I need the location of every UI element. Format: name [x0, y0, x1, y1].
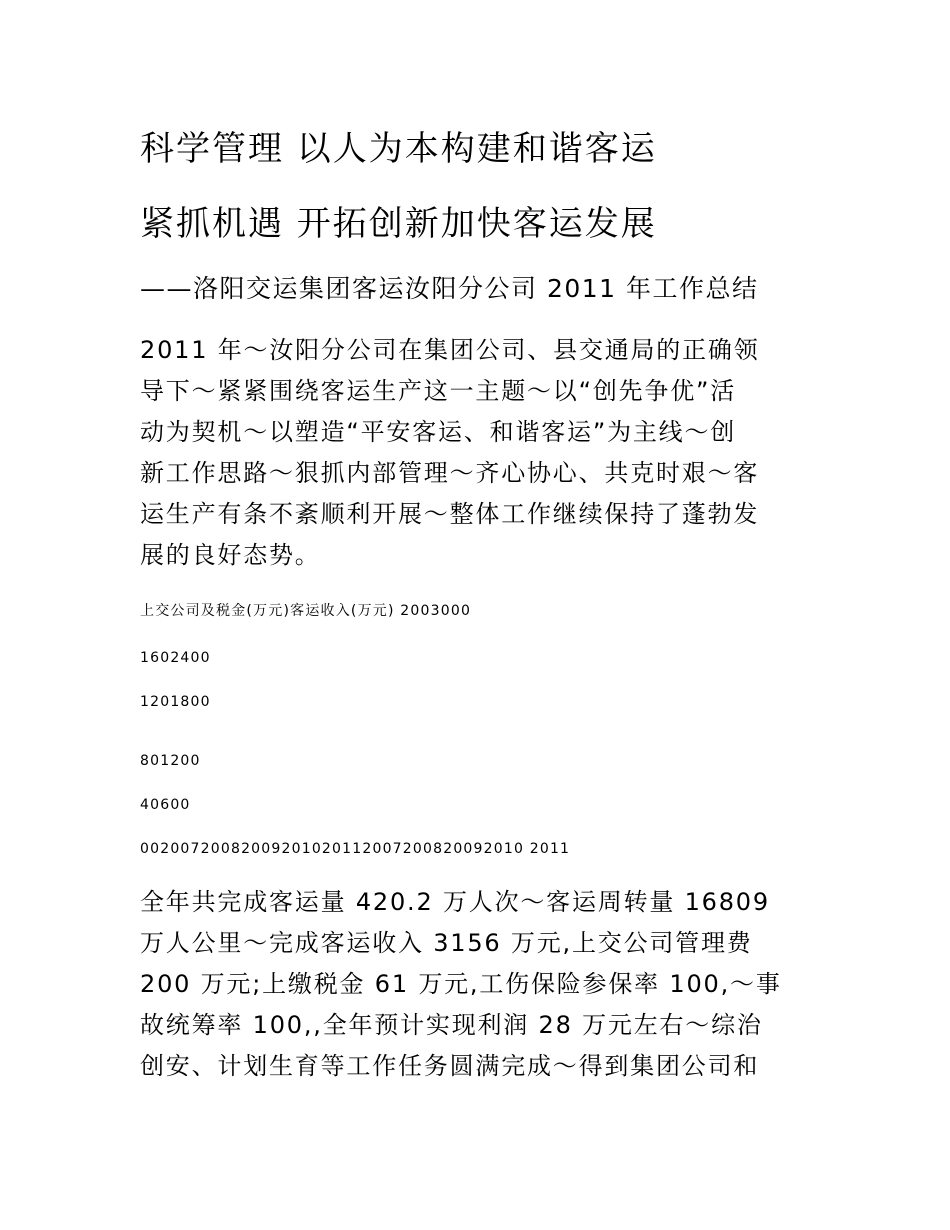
chart-legend-and-tick: 上交公司及税金(万元)客运收入(万元) 2003000: [140, 603, 472, 619]
document-title-line-1: 科学管理 以人为本构建和谐客运: [140, 129, 657, 169]
chart-tick-label: 1602400: [140, 650, 211, 666]
paragraph-line: 故统筹率 100,,全年预计实现利润 28 万元左右～综治: [140, 1011, 763, 1039]
paragraph-line: 2011 年～汝阳分公司在集团公司、县交通局的正确领: [140, 336, 760, 364]
document-subtitle: ——洛阳交运集团客运汝阳分公司 2011 年工作总结: [140, 274, 759, 303]
document-title-line-2: 紧抓机遇 开拓创新加快客运发展: [140, 204, 657, 244]
paragraph-line: 新工作思路～狠抓内部管理～齐心协心、共克时艰～客: [140, 459, 760, 487]
paragraph-line: 展的良好态势。: [140, 541, 321, 569]
body-paragraph-2: [140, 882, 820, 1087]
paragraph-line: 创安、计划生育等工作任务圆满完成～得到集团公司和: [140, 1052, 760, 1080]
paragraph-line: 万人公里～完成客运收入 3156 万元,上交公司管理费: [140, 929, 753, 957]
paragraph-line: 动为契机～以塑造“平安客运、和谐客运”为主线～创: [140, 418, 737, 446]
chart-tick-label: 801200: [140, 753, 201, 769]
chart-tick-label: 1201800: [140, 694, 211, 710]
chart-category-labels: 00200720082009201020112007200820092010 2011: [140, 841, 571, 857]
paragraph-line: 运生产有条不紊顺利开展～整体工作继续保持了蓬勃发: [140, 500, 760, 528]
chart-tick-label: 40600: [140, 797, 191, 813]
body-paragraph-1: [140, 330, 820, 576]
paragraph-line: 200 万元;上缴税金 61 万元,工伤保险参保率 100,～事: [140, 970, 782, 998]
paragraph-line: 全年共完成客运量 420.2 万人次～客运周转量 16809: [140, 888, 770, 916]
paragraph-line: 导下～紧紧围绕客运生产这一主题～以“创先争优”活: [140, 377, 737, 405]
